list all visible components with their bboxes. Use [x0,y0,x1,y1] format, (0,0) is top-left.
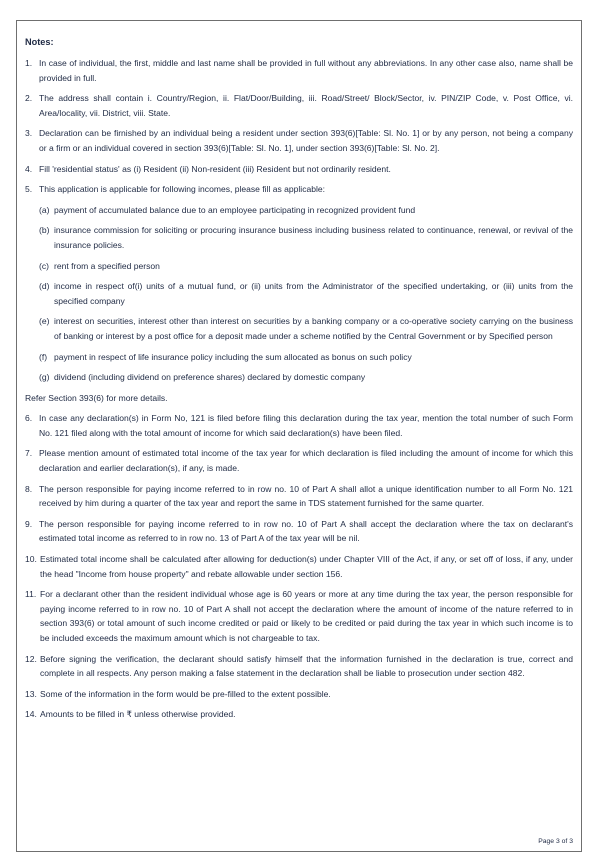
note-number: 2. [25,93,33,104]
note-item [25,517,573,546]
note-item [25,411,573,440]
note-item [25,707,573,722]
note-text: The person responsible for paying income referred to in row no. 10 of Part A shall allot a unique identification number to all Form No. 121 received by him during a quarter of the tax year and report the same in TDS statement furnished for the same quarter. [39,483,573,509]
note-item [25,587,573,645]
note-text: In case of individual, the first, middle and last name shall be provided in full without any abbreviations. In any other case also, name shall be provided in full. [39,58,573,83]
sub-item [39,279,573,308]
note-item [25,126,573,155]
note-text: The address shall contain i. Country/Region, ii. Flat/Door/Building, iii. Road/Street/ Block/Sector, iv. PIN/ZIP Code, v. Post Office, vi. Area/locality, vii. District, viii. State. [39,93,573,118]
sub-item-text: interest on securities, interest other than interest on securities by a banking company or a co-operative society carrying on the business of banking or interest by a post office for a deposit made under a scheme notified by the Central Government or by Specified person [54,316,573,341]
note-number: 14. [25,709,37,720]
note-item [25,56,573,85]
note-text: In case any declaration(s) in Form No, 121 is filed before filing this declaration during the tax year, mention the total number of such Form No. 121 filed along with the total amount of income for which said declaration(s) have been filed. [39,413,573,438]
note-number: 12. [25,653,37,664]
note-item [25,652,573,681]
note-text: Fill 'residential status' as (i) Resident (ii) Non-resident (iii) Resident but not ordinarily resident. [39,163,391,174]
sub-item [39,350,573,365]
note-item [25,446,573,475]
sub-item-label: (g) [39,372,50,383]
sub-item-text: dividend (including dividend on preference shares) declared by domestic company [54,372,366,383]
note-number: 5. [25,184,33,195]
sub-item-label: (d) [39,281,50,292]
sub-item-text: income in respect of(i) units of a mutual fund, or (ii) units from the Administrator of the specified undertaking, or (iii) units from the specified company [54,281,573,306]
sub-item [39,314,573,343]
sub-item-label: (c) [39,260,49,271]
note-number: 4. [25,163,33,174]
note-text: For a declarant other than the resident individual whose age is 60 years or more at any time during the tax year, the person responsible for paying income referred to in row no. 10 of Part A shall not accept the declaration where the amount of income of the nature referred to in section 393(6) or total amount of such income credited or paid or likely to be credited or paid during the tax year in which such income is to be included exceeds the maximum amount which is not chargeable to tax. [40,589,573,643]
note-item [25,182,573,197]
sub-item [39,223,573,252]
note-text: Estimated total income shall be calculated after allowing for deduction(s) under Chapter VIII of the Act, if any, or set off of loss, if any, under the head "Income from house property" and rebate allowable under section 156. [40,554,573,579]
note-number: 9. [25,518,33,529]
notes-content [25,56,573,722]
note-text: Some of the information in the form would be pre-filled to the extent possible. [40,688,331,699]
sub-item-text: rent from a specified person [54,260,160,271]
note-number: 8. [25,483,33,494]
sub-item [39,259,573,274]
note-text: Before signing the verification, the declarant should satisfy himself that the information furnished in the declaration is true, correct and complete in all respects. Any person making a false statement in the declaration shall be liable to prosecution under section 482. [40,653,573,679]
note-item [25,91,573,120]
note-number: 11. [25,589,37,600]
note-text: Declaration can be firnished by an individual being a resident under section 393(6)[Table: Sl. No. 1] or by any person, not being a company or a firm or an individual covered in section 393(6)[Table: Sl. No. 1], under section 393(6)[Table: Sl. No. 2]. [39,128,573,153]
note-item [25,552,573,581]
note-number: 1. [25,58,33,68]
note-text: Amounts to be filled in ₹ unless otherwise provided. [40,709,236,720]
page-number: Page 3 of 3 [538,838,573,845]
note-item [25,162,573,177]
note-text: This application is applicable for following incomes, please fill as applicable: [39,184,325,195]
sub-item-label: (f) [39,351,48,362]
sub-item [39,370,573,385]
note-item [25,687,573,702]
note-number: 13. [25,688,37,699]
note-item [25,482,573,511]
note-text: The person responsible for paying income referred to in row no. 10 of Part A shall accept the declaration where the tax on declarant's estimated total income as referred to in row no. 13 of Part A of the tax year will be nil. [39,518,573,544]
sub-item-label: (a) [39,204,50,215]
note-number: 10. [25,554,37,565]
refer-section-text: Refer Section 393(6) for more details. [25,392,168,403]
sub-item-text: insurance commission for soliciting or procuring insurance business including business related to continuance, renewal, or revival of the insurance policies. [54,225,573,250]
note-text: Please mention amount of estimated total income of the tax year for which declaration is filed including the amount of income for which this declaration and earlier declaration(s), if any, is made. [39,448,573,474]
sub-item-label: (b) [39,225,50,236]
sub-item-text: payment in respect of life insurance policy including the sum allocated as bonus on such policy [54,351,412,362]
sub-item-text: payment of accumulated balance due to an employee participating in recognized provident fund [54,204,416,215]
sub-item [39,203,573,218]
notes-title: Notes: [25,37,54,47]
note-number: 6. [25,413,33,424]
note-number: 3. [25,128,33,139]
note-number: 7. [25,448,33,459]
sub-item-label: (e) [39,316,50,327]
